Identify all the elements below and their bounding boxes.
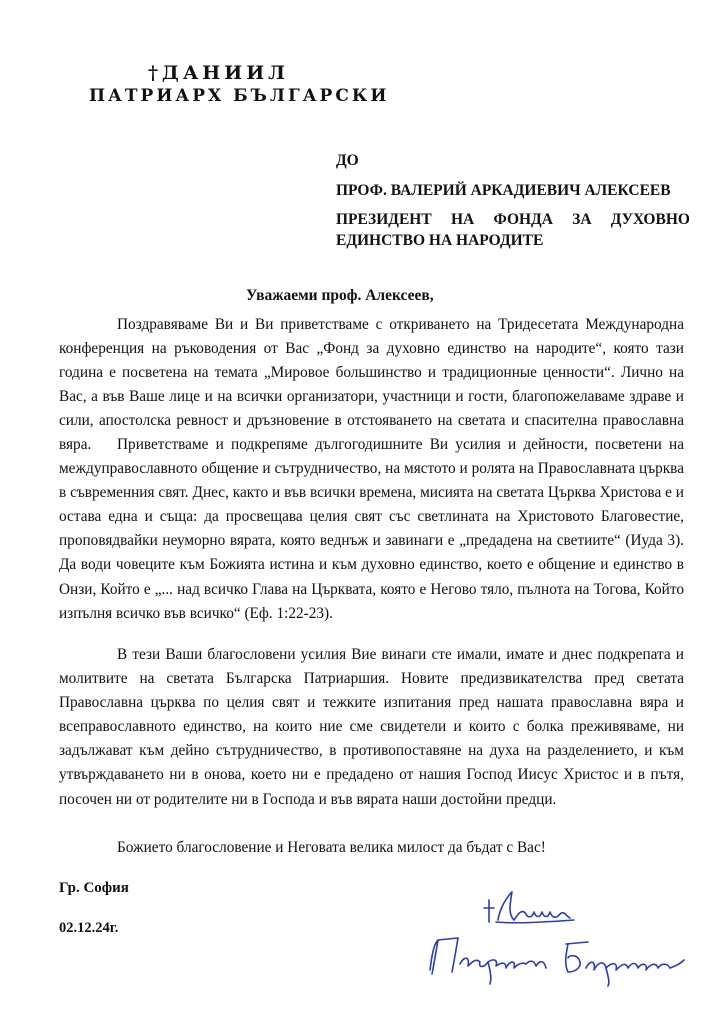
recipient-name: ПРОФ. ВАЛЕРИЙ АРКАДИЕВИЧ АЛЕКСЕЕВ bbox=[336, 182, 671, 199]
paragraph-3: В тези Ваши благословени усилия Вие винаги сте имали, имате и днес подкрепата и молитвите на светата Българска Патриаршия. Новите предизвикателства пред светата Православна църква по целия свят и тежките изпитания пред нашата православна вяра и всеправославното единство, на които ние сме свидетели и които с болка преживяваме, ни задължават към дейно сътрудничество, в противопоставяне на духа на разделението, и към утвърждаването ни в онова, което ни е предадено от нашия Господ Иисус Христос и в пътя, посочен ни от родителите ни в Господа и във вярата наши достойни предци. bbox=[59, 646, 684, 808]
signature-title-stroke-1 bbox=[430, 938, 458, 974]
signature-cross-stroke bbox=[484, 900, 494, 922]
signature-name-stroke bbox=[498, 892, 570, 920]
recipient-to: ДО bbox=[336, 152, 359, 169]
letter-date: 02.12.24г. bbox=[59, 920, 119, 936]
signature-title-stroke-2 bbox=[460, 958, 546, 984]
paragraph-1: Поздравяваме Ви и Ви приветстваме с откриването на Тридесетата Международна конференция на ръководения от Вас „Фонд за духовно единство на народите“, която тази година е посветена на темата „Мировое большинство и традиционные ценности“. Лично на Вас, а във Ваше лице и на всички организатори, участници и гости, благопожелаваме здраве и сили, апостолска ревност и дръзновение в отстояването на светата и спасителна православна вяра. bbox=[59, 316, 684, 454]
recipient-title-line2: ЕДИНСТВО НА НАРОДИТЕ bbox=[336, 232, 544, 249]
letterhead-name: †ДАНИИЛ bbox=[148, 62, 289, 84]
recipient-title-word: ЗА bbox=[572, 211, 592, 228]
recipient-title-word: ФОНДА bbox=[493, 211, 553, 228]
recipient-title-word: ДУХОВНО bbox=[610, 211, 690, 228]
place-of-issue: Гр. София bbox=[59, 880, 129, 896]
signature-name-underline bbox=[496, 920, 574, 923]
letterhead-title: ПАТРИАРХ БЪЛГАРСКИ bbox=[89, 86, 390, 106]
recipient-title-line1 bbox=[336, 211, 690, 229]
paragraph-4: Божието благословение и Неговата велика милост да бъдат с Вас! bbox=[117, 839, 546, 856]
salutation: Уважаеми проф. Алексеев, bbox=[246, 287, 434, 304]
recipient-title-word: НА bbox=[450, 211, 475, 228]
signature-title-stroke-3 bbox=[566, 942, 588, 972]
signature-tail-stroke bbox=[670, 960, 684, 968]
recipient-title-word: ПРЕЗИДЕНТ bbox=[336, 211, 432, 228]
signature-title-stroke-4 bbox=[586, 962, 670, 986]
handwritten-signature bbox=[418, 878, 688, 988]
paragraph-2: Приветстваме и подкрепяме дългогодишните Ви усилия и дейности, посветени на междуправославното общение и сътрудничество, на мястото и ролята на Православната църква в съвременния свят. Днес, както и във всички времена, мисията на светата Църква Христова е и остава една и съща: да просвещава целия свят със светлината на Христовото Благовестие, проповядвайки неуморно вярата, която веднъж и завинаги е „предадена на светиите“ (Иуда 3). Да води човеците към Божията истина и към духовно единство, което е общение и единство в Онзи, Който е „... над всичко Глава на Църквата, която е Негово тяло, пълнота на Тогова, Който изпълня всичко във всичко“ (Еф. 1:22-23). bbox=[59, 436, 684, 622]
